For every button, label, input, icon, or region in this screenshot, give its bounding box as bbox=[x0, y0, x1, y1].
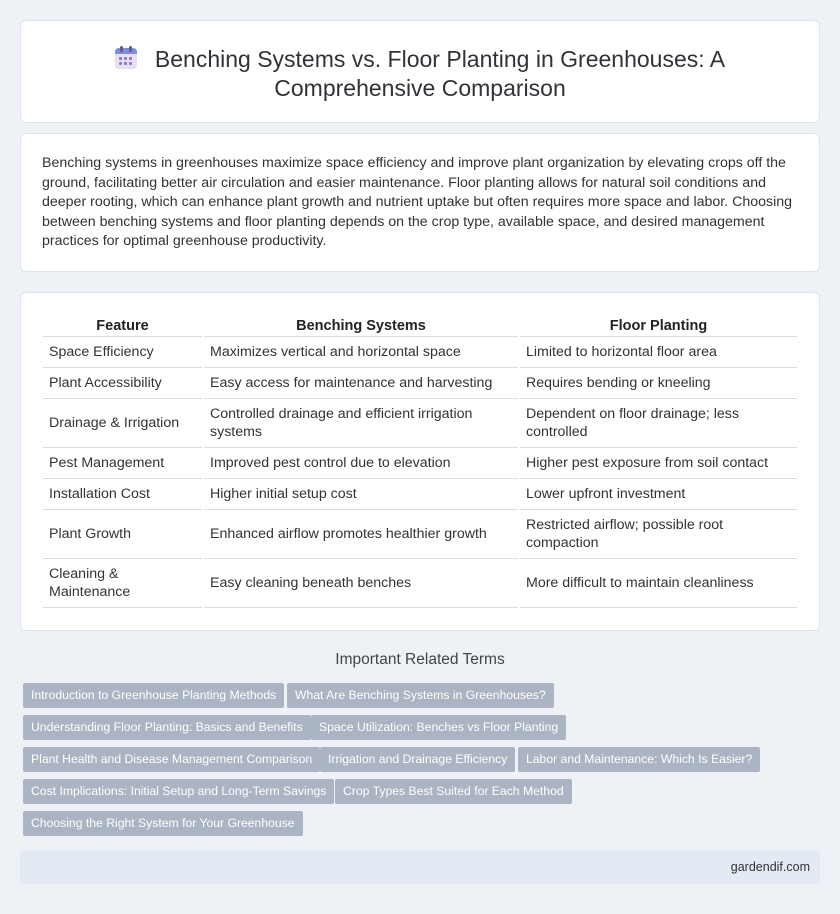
related-term-chip[interactable]: What Are Benching Systems in Greenhouses? bbox=[287, 683, 554, 708]
related-term-chip[interactable]: Labor and Maintenance: Which Is Easier? bbox=[518, 747, 760, 772]
related-term-chip[interactable]: Cost Implications: Initial Setup and Long-Term Savings bbox=[23, 779, 334, 804]
related-terms-heading: Important Related Terms bbox=[335, 651, 505, 668]
page-title: Benching Systems vs. Floor Planting in Greenhouses: A Comprehensive Comparison bbox=[154, 46, 726, 101]
intro-card bbox=[20, 133, 820, 272]
benching-cell: Controlled drainage and efficient irrigation systems bbox=[204, 399, 518, 448]
intro-paragraph: Benching systems in greenhouses maximize space efficiency and improve plant organization by elevating crops off the ground, facilitating better air circulation and easier maintenance. Floor planting allows for natural soil conditions and deeper rooting, which can enhance plant growth and nutrient uptake but often requires more space and labor. Choosing between benching systems and floor planting depends on the crop type, available space, and desired management practices for optimal greenhouse productivity. bbox=[42, 155, 793, 250]
header-benching: Benching Systems bbox=[204, 315, 518, 337]
table-row bbox=[43, 399, 797, 448]
related-term-chip[interactable]: Understanding Floor Planting: Basics and Benefits bbox=[23, 715, 311, 740]
header-feature: Feature bbox=[43, 315, 202, 337]
table-row bbox=[43, 559, 797, 608]
table-row bbox=[43, 368, 797, 399]
feature-cell: Plant Growth bbox=[43, 510, 202, 559]
feature-cell: Plant Accessibility bbox=[43, 368, 202, 399]
feature-cell: Pest Management bbox=[43, 448, 202, 479]
floor-cell: Requires bending or kneeling bbox=[520, 368, 797, 399]
benching-cell: Easy cleaning beneath benches bbox=[204, 559, 518, 608]
floor-cell: Restricted airflow; possible root compaction bbox=[520, 510, 797, 559]
page-title-wrap bbox=[61, 45, 779, 103]
benching-cell: Higher initial setup cost bbox=[204, 479, 518, 510]
table-header-row bbox=[43, 315, 797, 337]
comparison-table-card bbox=[20, 292, 820, 631]
feature-cell: Cleaning & Maintenance bbox=[43, 559, 202, 608]
feature-cell: Installation Cost bbox=[43, 479, 202, 510]
header-floor: Floor Planting bbox=[520, 315, 797, 337]
table-row bbox=[43, 337, 797, 368]
related-term-chip[interactable]: Crop Types Best Suited for Each Method bbox=[335, 779, 572, 804]
title-card bbox=[20, 20, 820, 123]
table-row bbox=[43, 510, 797, 559]
floor-cell: Lower upfront investment bbox=[520, 479, 797, 510]
related-term-chip[interactable]: Choosing the Right System for Your Greenhouse bbox=[23, 811, 303, 836]
table-row bbox=[43, 479, 797, 510]
benching-cell: Improved pest control due to elevation bbox=[204, 448, 518, 479]
related-term-chip[interactable]: Irrigation and Drainage Efficiency bbox=[320, 747, 515, 772]
floor-cell: Dependent on floor drainage; less controlled bbox=[520, 399, 797, 448]
floor-cell: Higher pest exposure from soil contact bbox=[520, 448, 797, 479]
related-term-chip[interactable]: Introduction to Greenhouse Planting Methods bbox=[23, 683, 284, 708]
calendar-icon bbox=[115, 46, 137, 70]
related-term-chip[interactable]: Plant Health and Disease Management Comparison bbox=[23, 747, 320, 772]
table-row bbox=[43, 448, 797, 479]
footer bbox=[20, 850, 820, 884]
feature-cell: Space Efficiency bbox=[43, 337, 202, 368]
related-term-chip[interactable]: Space Utilization: Benches vs Floor Planting bbox=[311, 715, 566, 740]
floor-cell: Limited to horizontal floor area bbox=[520, 337, 797, 368]
benching-cell: Maximizes vertical and horizontal space bbox=[204, 337, 518, 368]
benching-cell: Enhanced airflow promotes healthier growth bbox=[204, 510, 518, 559]
benching-cell: Easy access for maintenance and harvesting bbox=[204, 368, 518, 399]
comparison-table bbox=[41, 315, 799, 608]
feature-cell: Drainage & Irrigation bbox=[43, 399, 202, 448]
floor-cell: More difficult to maintain cleanliness bbox=[520, 559, 797, 608]
footer-site-link[interactable]: gardendif.com bbox=[730, 860, 810, 874]
